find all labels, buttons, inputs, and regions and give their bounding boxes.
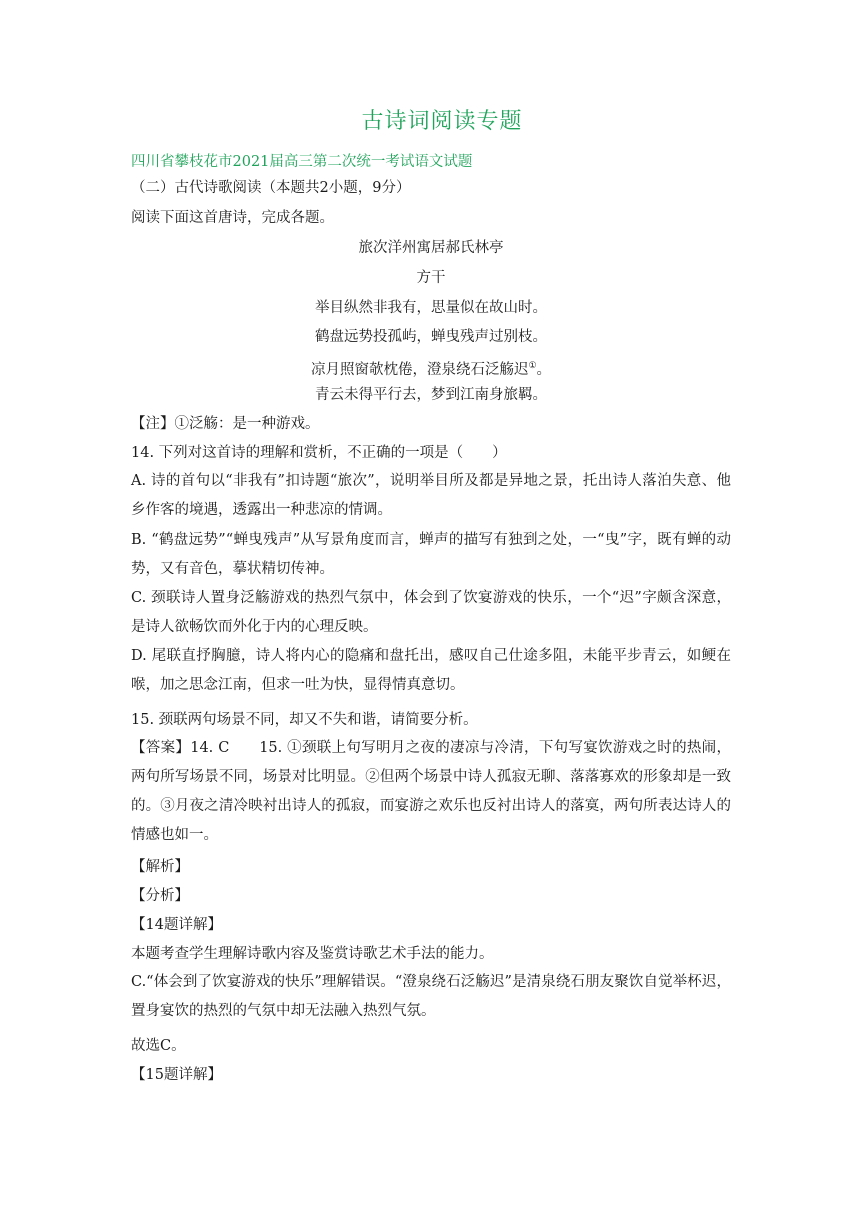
option-a: A. 诗的首句以“非我有”扣诗题“旅次”，说明举目所及都是异地之景，托出诗人落泊失意、他乡作客的境遇，透露出一种悲凉的情调。 [131, 473, 731, 518]
instruction-text: 阅读下面这首唐诗，完成各题。 [131, 210, 334, 226]
source-line: 四川省攀枝花市2021届高三第二次统一考试语文试题 [131, 154, 473, 170]
option-b: B. “鹤盘远势”“蝉曳残声”从写景角度而言，蝉声的描写有独到之处，一“曳”字，既有蝉的动势，又有音色，摹状精切传神。 [131, 532, 731, 577]
footnote-mark: ① [528, 361, 537, 371]
q15-detail-label: 【15题详解】 [131, 1067, 222, 1083]
q14-conclusion: 故选C。 [131, 1038, 186, 1054]
poem-title: 旅次洋州寓居郝氏林亭 [358, 240, 504, 256]
poem-line: 举目纵然非我有，思量似在故山时。 [315, 300, 547, 316]
poem-line-text: 凉月照窗欹枕倦，澄泉绕石泛觞迟 [310, 361, 529, 378]
fenxi-label: 【分析】 [131, 888, 189, 904]
analysis-label: 【解析】 [131, 859, 189, 875]
poem-author: 方干 [416, 270, 446, 286]
note-text: 【注】①泛觞：是一种游戏。 [131, 416, 320, 432]
q14-detail-text: 本题考查学生理解诗歌内容及鉴赏诗歌艺术手法的能力。 [131, 946, 494, 962]
poem-line [131, 356, 731, 380]
page-title: 古诗词阅读专题 [361, 109, 523, 134]
question-15-stem: 15. 颈联两句场景不同，却又不失和谐，请简要分析。 [131, 712, 478, 728]
answer-text: 【答案】14. C 15. ①颈联上句写明月之夜的凄凉与冷清，下句写宴饮游戏之时的热闹，两句所写场景不同，场景对比明显。②但两个场景中诗人孤寂无聊、落落寡欢的形象却是一致的。③月夜之清冷映衬出诗人的孤寂，而宴游之欢乐也反衬出诗人的落寞，两句所表达诗人的情感也如一。 [131, 740, 731, 843]
poem-line-end: 。 [536, 361, 552, 378]
option-d: D. 尾联直抒胸臆，诗人将内心的隐痛和盘托出，感叹自己仕途多阻，未能平步青云，如鲠在喉，加之思念江南，但求一吐为快，显得情真意切。 [131, 648, 731, 693]
question-14-stem: 14. 下列对这首诗的理解和赏析，不正确的一项是（ ） [131, 445, 507, 461]
q14-detail-text: C.“体会到了饮宴游戏的快乐”理解错误。“澄泉绕石泛觞迟”是清泉绕石朋友聚饮自觉举杯迟，置身宴饮的热烈的气氛中却无法融入热烈气氛。 [131, 974, 731, 1019]
poem-line: 青云未得平行去，梦到江南身旅羁。 [315, 387, 547, 403]
option-c: C. 颈联诗人置身泛觞游戏的热烈气氛中，体会到了饮宴游戏的快乐，一个“迟”字颇含深意，是诗人欲畅饮而外化于内的心理反映。 [131, 590, 731, 635]
poem-line: 鹤盘远势投孤屿，蝉曳残声过别枝。 [315, 329, 547, 345]
section-heading: （二）古代诗歌阅读（本题共2小题，9分） [131, 180, 411, 196]
q14-detail-label: 【14题详解】 [131, 917, 222, 933]
